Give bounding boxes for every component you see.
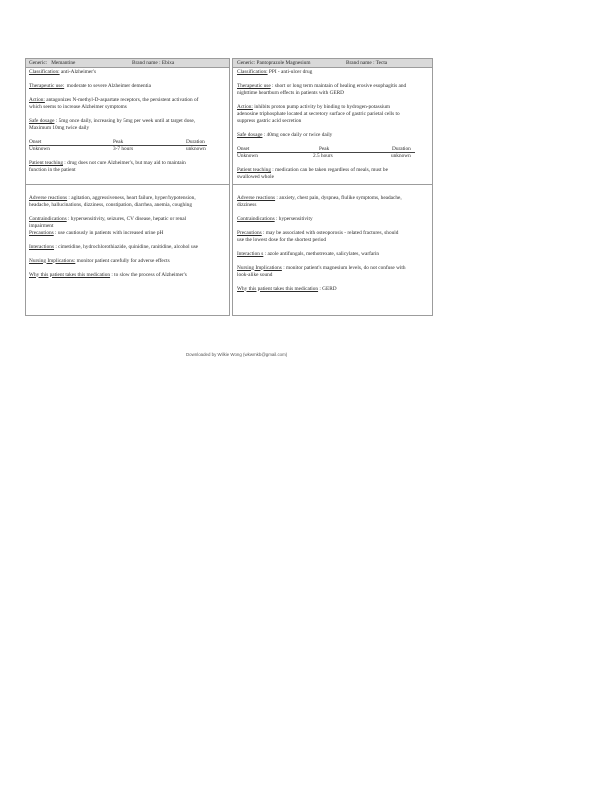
drug-card-memantine: [25, 58, 230, 316]
safe-dosage-field: [237, 132, 432, 139]
onset-value: Unknown: [237, 153, 258, 159]
safe-dosage-value: : 5mg once daily, increasing by 5mg per week until at target dose, Maximum 10mg twice daily: [29, 118, 196, 131]
interactions-label: Interaction s: [237, 250, 264, 257]
classification-label: Classification:: [29, 69, 60, 75]
patient-teaching-label: Patient teaching: [29, 160, 63, 166]
generic-name: Generic: Memantine: [29, 60, 76, 66]
precautions-label: Precautions: [237, 229, 262, 236]
card-header: [233, 59, 432, 68]
card-header: [26, 59, 229, 68]
nursing-implications-value: : monitor patient's magnesium levels, do not confuse with look-alike sound: [237, 264, 406, 278]
adverse-reactions-label: Adverse reactions: [237, 194, 276, 201]
nursing-implications-value: monitor patient carefully for adverse effects: [75, 257, 170, 264]
precautions-label: Precautions: [29, 229, 54, 236]
onset-header-row: [237, 146, 415, 153]
onset-header: Onset: [237, 146, 250, 152]
safe-dosage-field: [29, 118, 229, 132]
action-value: inhibits proton pump activity by binding to hydrogen-potassium adenosine triphosphate located at secretory surface of gastric parietal cells to suppress gastric acid secretion: [237, 104, 400, 124]
safe-dosage-label: Safe dosage: [29, 118, 55, 124]
classification-value: PPI - anti-ulcer drug: [267, 69, 313, 75]
classification-field: [237, 69, 432, 76]
patient-teaching-field: [29, 160, 229, 174]
peak-value: 2.5 hours: [313, 153, 333, 159]
interactions-value: : azole antifungals, methotrexate, salicylates, warfarin: [263, 250, 380, 257]
adverse-reactions-label: Adverse reactions: [29, 194, 68, 201]
onset-header: Onset: [29, 139, 42, 145]
interactions-field: [237, 251, 432, 258]
duration-header: Duration: [186, 139, 205, 145]
contraindications-value: : hypersensitivity, seizures, CV disease, hepatic or renal impairment: [29, 215, 187, 229]
therapeutic-use-label: Therapeutic use:: [29, 83, 65, 89]
generic-name: Generic: Pantoprazole Magnesium: [237, 60, 311, 66]
therapeutic-use-label: Therapeutic use: [237, 83, 271, 89]
interactions-label: Interactions: [29, 243, 55, 250]
action-field: [29, 97, 229, 111]
action-value: antagonizes N-methyl-D-aspartate receptors, the persistent activation of which seems to increase Alzheimer symptoms: [29, 97, 199, 110]
card-bottom-section: [26, 185, 229, 279]
action-label: Action:: [29, 97, 45, 103]
why-medication-label: Why this patient takes this medication: [237, 285, 319, 292]
therapeutic-use-value: : short or long term maintain of healing erosive esophagitis and nighttime heartburn effects in patients with GERD: [237, 83, 407, 96]
onset-value-row: [237, 153, 415, 160]
therapeutic-use-field: [237, 83, 432, 97]
card-top-section: [26, 68, 229, 185]
safe-dosage-value: : 40mg once daily or twice daily: [262, 132, 333, 138]
card-top-section: [233, 68, 432, 185]
patient-teaching-value: : medication can be taken regardless of meals, must be swallowed whole: [237, 167, 388, 180]
why-medication-field: [29, 272, 229, 279]
classification-field: [29, 69, 229, 76]
precautions-field: [29, 230, 229, 237]
onset-value: Unknown: [29, 146, 50, 152]
peak-value: 3-7 hours: [113, 146, 134, 152]
contraindications-label: Contraindications: [237, 215, 275, 222]
nursing-implications-field: [29, 258, 229, 265]
card-bottom-section: [233, 185, 432, 293]
contraindications-value: : hypersensitivity: [274, 215, 313, 222]
why-medication-label: Why this patient takes this medication: [29, 271, 111, 278]
peak-header: Peak: [319, 146, 330, 152]
peak-header: Peak: [113, 139, 124, 145]
action-field: [237, 104, 432, 125]
contraindications-field: [237, 216, 432, 223]
action-label: Action:: [237, 104, 253, 110]
patient-teaching-label: Patient teaching: [237, 167, 271, 173]
contraindications-label: Contraindications: [29, 215, 67, 222]
safe-dosage-label: Safe dosage: [237, 132, 263, 138]
precautions-value: : may be associated with osteoporosis - related fractures, should use the lowest dose for the shortest period: [237, 229, 399, 243]
why-medication-value: : to slow the process of Alzheimer's: [110, 271, 187, 278]
interactions-field: [29, 244, 229, 251]
duration-value: unknown: [391, 153, 411, 159]
duration-header: Duration: [392, 146, 411, 152]
brand-name: Brand name : Tecta: [346, 60, 388, 66]
nursing-implications-label: Nursing Implications: [237, 264, 282, 271]
why-medication-field: [237, 286, 432, 293]
classification-label: Classification:: [237, 69, 268, 75]
adverse-reactions-value: : agitation, aggressiveness, heart failure, hyper/hypotension, headache, hallucinations, dizziness, constipation, diarrhea, anemia, coughing: [29, 194, 196, 208]
drug-card-pantoprazole: [232, 58, 433, 316]
contraindications-field: [29, 216, 229, 230]
therapeutic-use-field: [29, 83, 229, 90]
duration-value: unknown: [186, 146, 206, 152]
brand-name: Brand name : Ebixa: [132, 60, 175, 66]
patient-teaching-field: [237, 167, 432, 181]
therapeutic-use-value: moderate to severe Alzheimer dementia: [64, 83, 151, 89]
precautions-value: : use cautiously in patients with increased urine pH: [53, 229, 164, 236]
interactions-value: : cimetidine, hydrochlorothiazide, quinidine, ranitidine, alcohol use: [54, 243, 199, 250]
download-watermark-text: Downloaded by Wilkie Wong (wkwmkb@gmail.com): [186, 352, 288, 357]
why-medication-value: : GERD: [318, 285, 337, 292]
nursing-implications-field: [237, 265, 432, 279]
adverse-reactions-value: : anxiety, chest pain, dyspnea, flulike symptoms, headache, dizziness: [237, 194, 402, 208]
onset-value-row: [29, 146, 207, 153]
classification-value: anti-Alzheimer's: [59, 69, 97, 75]
onset-peak-duration-table: [29, 139, 229, 153]
patient-teaching-value: : drug does not cure Alzheimer's, but may aid to maintain function in the patient: [29, 160, 186, 173]
onset-header-row: [29, 139, 207, 146]
nursing-implications-label: Nursing Implications:: [29, 257, 76, 264]
onset-peak-duration-table: [237, 146, 432, 160]
adverse-reactions-field: [237, 195, 432, 209]
adverse-reactions-field: [29, 195, 229, 209]
precautions-field: [237, 230, 432, 244]
